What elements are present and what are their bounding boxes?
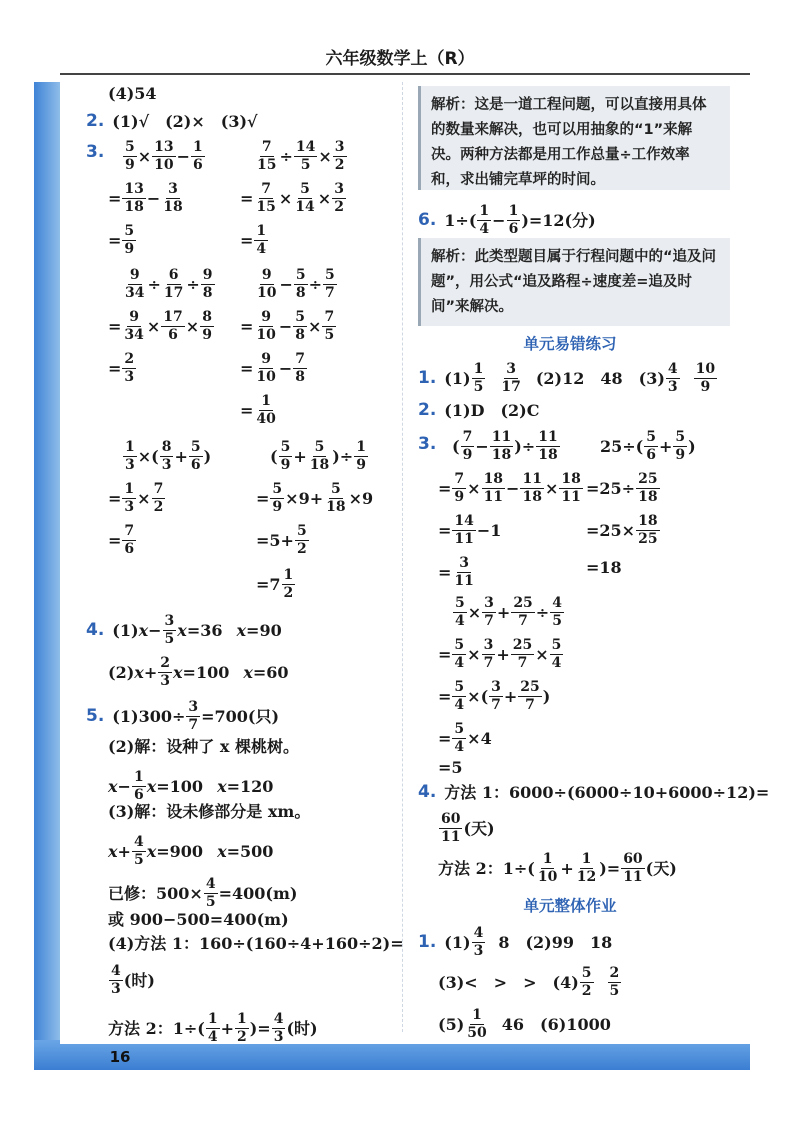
q5-line8: (4)方法 1：160÷(160÷4+160÷2)= — [108, 934, 404, 953]
q3-exF-line4: =7 $\frac{1}{2}$ — [256, 567, 294, 602]
q5-line6: 已修：500× $\frac{4}{5}$ =400(m) — [108, 876, 298, 911]
q3-exE-line3: = $\frac{7}{6}$ — [108, 523, 135, 558]
column-divider — [402, 82, 403, 1032]
q3-exC-line3: = $\frac{2}{3}$ — [108, 351, 135, 386]
q6-number: 6. — [418, 210, 437, 231]
header-rule — [60, 73, 750, 75]
q3-exB-line1: $\frac{7}{15}$ ÷ $\frac{14}{5}$ × $\frac{3}{2}$ — [257, 139, 345, 174]
q6-answer: 6. 1÷( $\frac{1}{4}$ − $\frac{1}{6}$ )=12(分) — [418, 203, 596, 238]
q3-exA-line3: = $\frac{5}{9}$ — [108, 223, 135, 258]
q4-number: 4. — [86, 620, 105, 641]
analysis-note-1: 解析：这是一道工程问题，可以直接用具体的数量来解决，也可以用抽象的“1”来解决。两种方法都是用工作总量÷工作效率和，求出铺完草坪的时间。 — [418, 86, 730, 190]
q2-text: (1)√ (2)× (3)√ — [112, 111, 258, 131]
q5-line2: (2)解：设种了 x 棵桃树。 — [108, 737, 299, 756]
w1-line3: (5) $\frac{1}{50}$ 46 (6)1000 — [438, 1007, 611, 1042]
q3-exD-line2: = $\frac{9}{10}$ − $\frac{5}{8}$ × $\frac{7}{5}$ — [240, 309, 335, 344]
q3-exE-line1: $\frac{1}{3}$ ×( $\frac{8}{3}$ + $\frac{5}{6}$ ) — [125, 439, 212, 474]
e4-line1: 4. 方法 1：6000÷(6000÷10+6000÷12)= — [418, 782, 770, 802]
q3-number: 3. — [86, 142, 105, 162]
w1-line2: (3)< > > (4) $\frac{5}{2}$ $\frac{2}{5}$ — [438, 965, 620, 1000]
left-blue-strip — [34, 82, 60, 1042]
e3-exB-line2: =25÷ $\frac{25}{18}$ — [586, 471, 658, 506]
e3-exB-line4: =18 — [586, 558, 622, 577]
q3-exD-line1: $\frac{9}{10}$ − $\frac{5}{8}$ ÷ $\frac{5}{7}$ — [257, 267, 335, 302]
q4-line2: (2) x + $\frac{2}{3}$ x =100 x =60 — [108, 655, 289, 690]
e3-exB-line3: =25× $\frac{18}{25}$ — [586, 513, 658, 548]
e2-answer: 2. (1)D (2)C — [418, 400, 540, 420]
q3-number-row — [86, 144, 112, 161]
section-title-unit-homework: 单元整体作业 — [523, 897, 617, 915]
e3-exA-line2: = $\frac{7}{9}$ × $\frac{18}{11}$ − $\frac{11}{18}$ × $\frac{18}{11}$ — [438, 471, 581, 506]
q5-line9: $\frac{4}{3}$ (时) — [111, 963, 155, 998]
q5-line4: (3)解：设未修部分是 xm。 — [108, 802, 311, 821]
q5-line3: x − $\frac{1}{6}$ x =100 x =120 — [108, 769, 274, 804]
q5-line5: x + $\frac{4}{5}$ x =900 x =500 — [108, 834, 274, 869]
analysis-note-2: 解析：此类型题目属于行程问题中的“追及问题”，用公式“追及路程÷速度差=追及时间”来解决。 — [418, 238, 730, 326]
w1-line1: 1. (1) $\frac{4}{3}$ 8 (2)99 18 — [418, 925, 613, 960]
e4-number: 4. — [418, 782, 437, 802]
e3-exA-line1: ( $\frac{7}{9}$ − $\frac{11}{18}$ )÷ $\frac{11}{18}$ — [452, 429, 558, 464]
q3-exF-line3: =5+ $\frac{5}{2}$ — [256, 523, 307, 558]
e3-exC-line4: = $\frac{5}{4}$ ×4 — [438, 721, 492, 756]
e3-exA-line4: = $\frac{3}{11}$ — [438, 555, 474, 590]
e2-number: 2. — [418, 400, 437, 420]
q3-exD-line3: = $\frac{9}{10}$ − $\frac{7}{8}$ — [240, 351, 306, 386]
q3-exB-line2: = $\frac{7}{15}$ × $\frac{5}{14}$ × $\frac{3}{2}$ — [240, 181, 344, 216]
q2-number: 2. — [86, 111, 105, 131]
q5-line1: 5. (1)300÷ $\frac{3}{7}$ =700(只) — [86, 699, 280, 734]
q2-answer — [86, 113, 258, 130]
q3-exA-line1: $\frac{5}{9}$ × $\frac{13}{10}$ − $\frac{1}{6}$ — [125, 139, 203, 174]
e3-exA-line3: = $\frac{14}{11}$ −1 — [438, 513, 502, 548]
q3-exD-line4: = $\frac{1}{40}$ — [240, 393, 276, 428]
e1-answer: 1. (1) $\frac{1}{5}$ $\frac{3}{17}$ (2)12 48 (3) $\frac{4}{3}$ $\frac{10}{9}$ — [418, 361, 716, 396]
w1-number: 1. — [418, 932, 437, 953]
q4-line1: 4. (1) x − $\frac{3}{5}$ x =36 x =90 — [86, 613, 282, 648]
e4-line3: 方法 2：1÷( $\frac{1}{10}$ + $\frac{1}{12}$ )= $\frac{60}{11}$ (天) — [438, 851, 677, 886]
q3-exF-line2: = $\frac{5}{9}$ ×9+ $\frac{5}{18}$ ×9 — [256, 481, 374, 516]
q5-line10: 方法 2：1÷( $\frac{1}{4}$ + $\frac{1}{2}$ )= $\frac{4}{3}$ (时) — [108, 1011, 318, 1046]
e3-exC-line5: =5 — [438, 758, 463, 777]
e3-exC-line2: = $\frac{5}{4}$ × $\frac{3}{7}$ + $\frac{25}{7}$ × $\frac{5}{4}$ — [438, 637, 562, 672]
e3-number-row — [418, 436, 444, 453]
section-title-easy-mistakes: 单元易错练习 — [523, 335, 617, 353]
e3-exC-line1: $\frac{5}{4}$ × $\frac{3}{7}$ + $\frac{25}{7}$ ÷ $\frac{4}{5}$ — [455, 595, 562, 630]
page-header-title: 六年级数学上（R） — [325, 49, 475, 69]
e3-exC-line3: = $\frac{5}{4}$ ×( $\frac{3}{7}$ + $\frac{25}{7}$ ) — [438, 679, 551, 714]
q3-exF-line1: ( $\frac{5}{9}$ + $\frac{5}{18}$ )÷ $\frac{1}{9}$ — [270, 439, 366, 474]
q5-number: 5. — [86, 706, 105, 727]
q5-line7: 或 900−500=400(m) — [108, 910, 289, 929]
e3-exB-line1: 25÷( $\frac{5}{6}$ + $\frac{5}{9}$ ) — [600, 429, 696, 464]
q3-exA-line2: = $\frac{13}{18}$ − $\frac{3}{18}$ — [108, 181, 183, 216]
e1-number: 1. — [418, 368, 437, 389]
q3-exE-line2: = $\frac{1}{3}$ × $\frac{7}{2}$ — [108, 481, 164, 516]
q3-exB-line3: = $\frac{1}{4}$ — [240, 223, 267, 258]
q1-part4-answer: (4)54 — [108, 84, 157, 103]
e3-number: 3. — [418, 434, 437, 454]
q3-exC-line2: = $\frac{9}{34}$ × $\frac{17}{6}$ × $\frac{8}{9}$ — [108, 309, 212, 344]
e4-line2: $\frac{60}{11}$ (天) — [441, 811, 495, 846]
q3-exC-line1: $\frac{9}{34}$ ÷ $\frac{6}{17}$ ÷ $\frac{9}{8}$ — [125, 267, 213, 302]
page-number: 16 — [109, 1048, 131, 1066]
